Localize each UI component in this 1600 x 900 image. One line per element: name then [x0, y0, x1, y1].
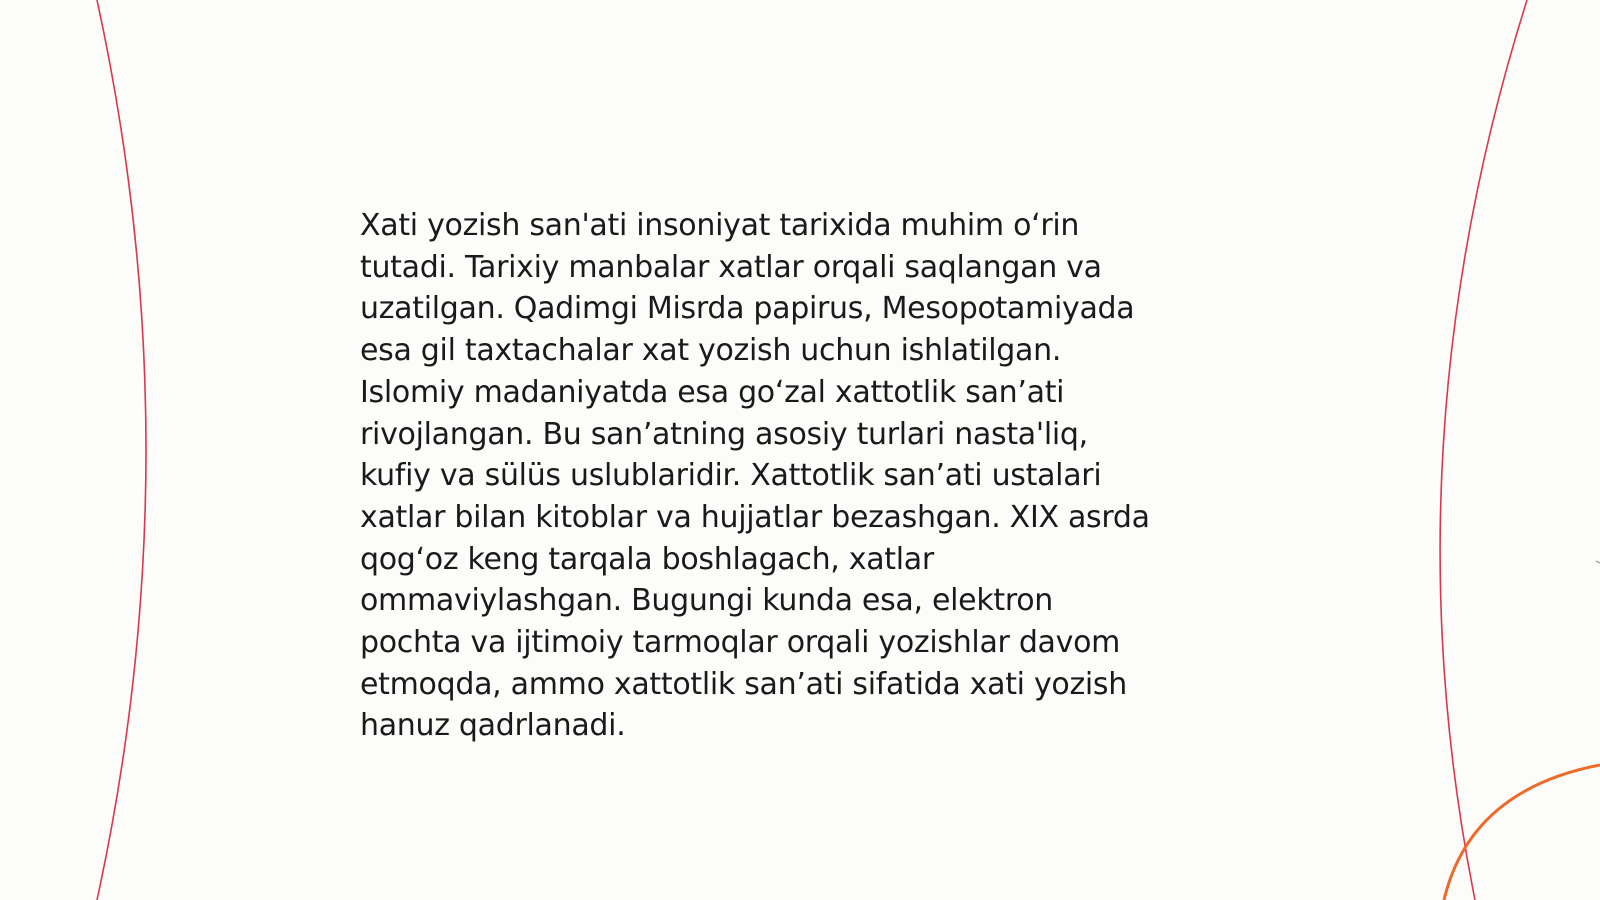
- body-paragraph: Xati yozish san'ati insoniyat tarixida muhim o‘rin tutadi. Tarixiy manbalar xatlar orqali saqlangan va uzatilgan. Qadimgi Misrda papirus, Mesopotamiyada esa gil taxtachalar xat yozish uchun ishlatilgan. Islomiy madaniyatda esa go‘zal xattotlik san’ati rivojlangan. Bu san’atning asosiy turlari nasta'liq, kufiy va sülüs uslublaridir. Xattotlik san’ati ustalari xatlar bilan kitoblar va hujjatlar bezashgan. XIX asrda qog‘oz keng tarqala boshlagach, xatlar ommaviylashgan. Bugungi kunda esa, elektron pochta va ijtimoiy tarmoqlar orqali yozishlar davom etmoqda, ammo xattotlik san’ati sifatida xati yozish hanuz qadrlanadi.: [360, 208, 1150, 744]
- right-edge-tick: [1596, 561, 1600, 563]
- left-curve: [97, 0, 146, 900]
- accent-arc: [1444, 765, 1600, 900]
- right-curve: [1440, 0, 1527, 900]
